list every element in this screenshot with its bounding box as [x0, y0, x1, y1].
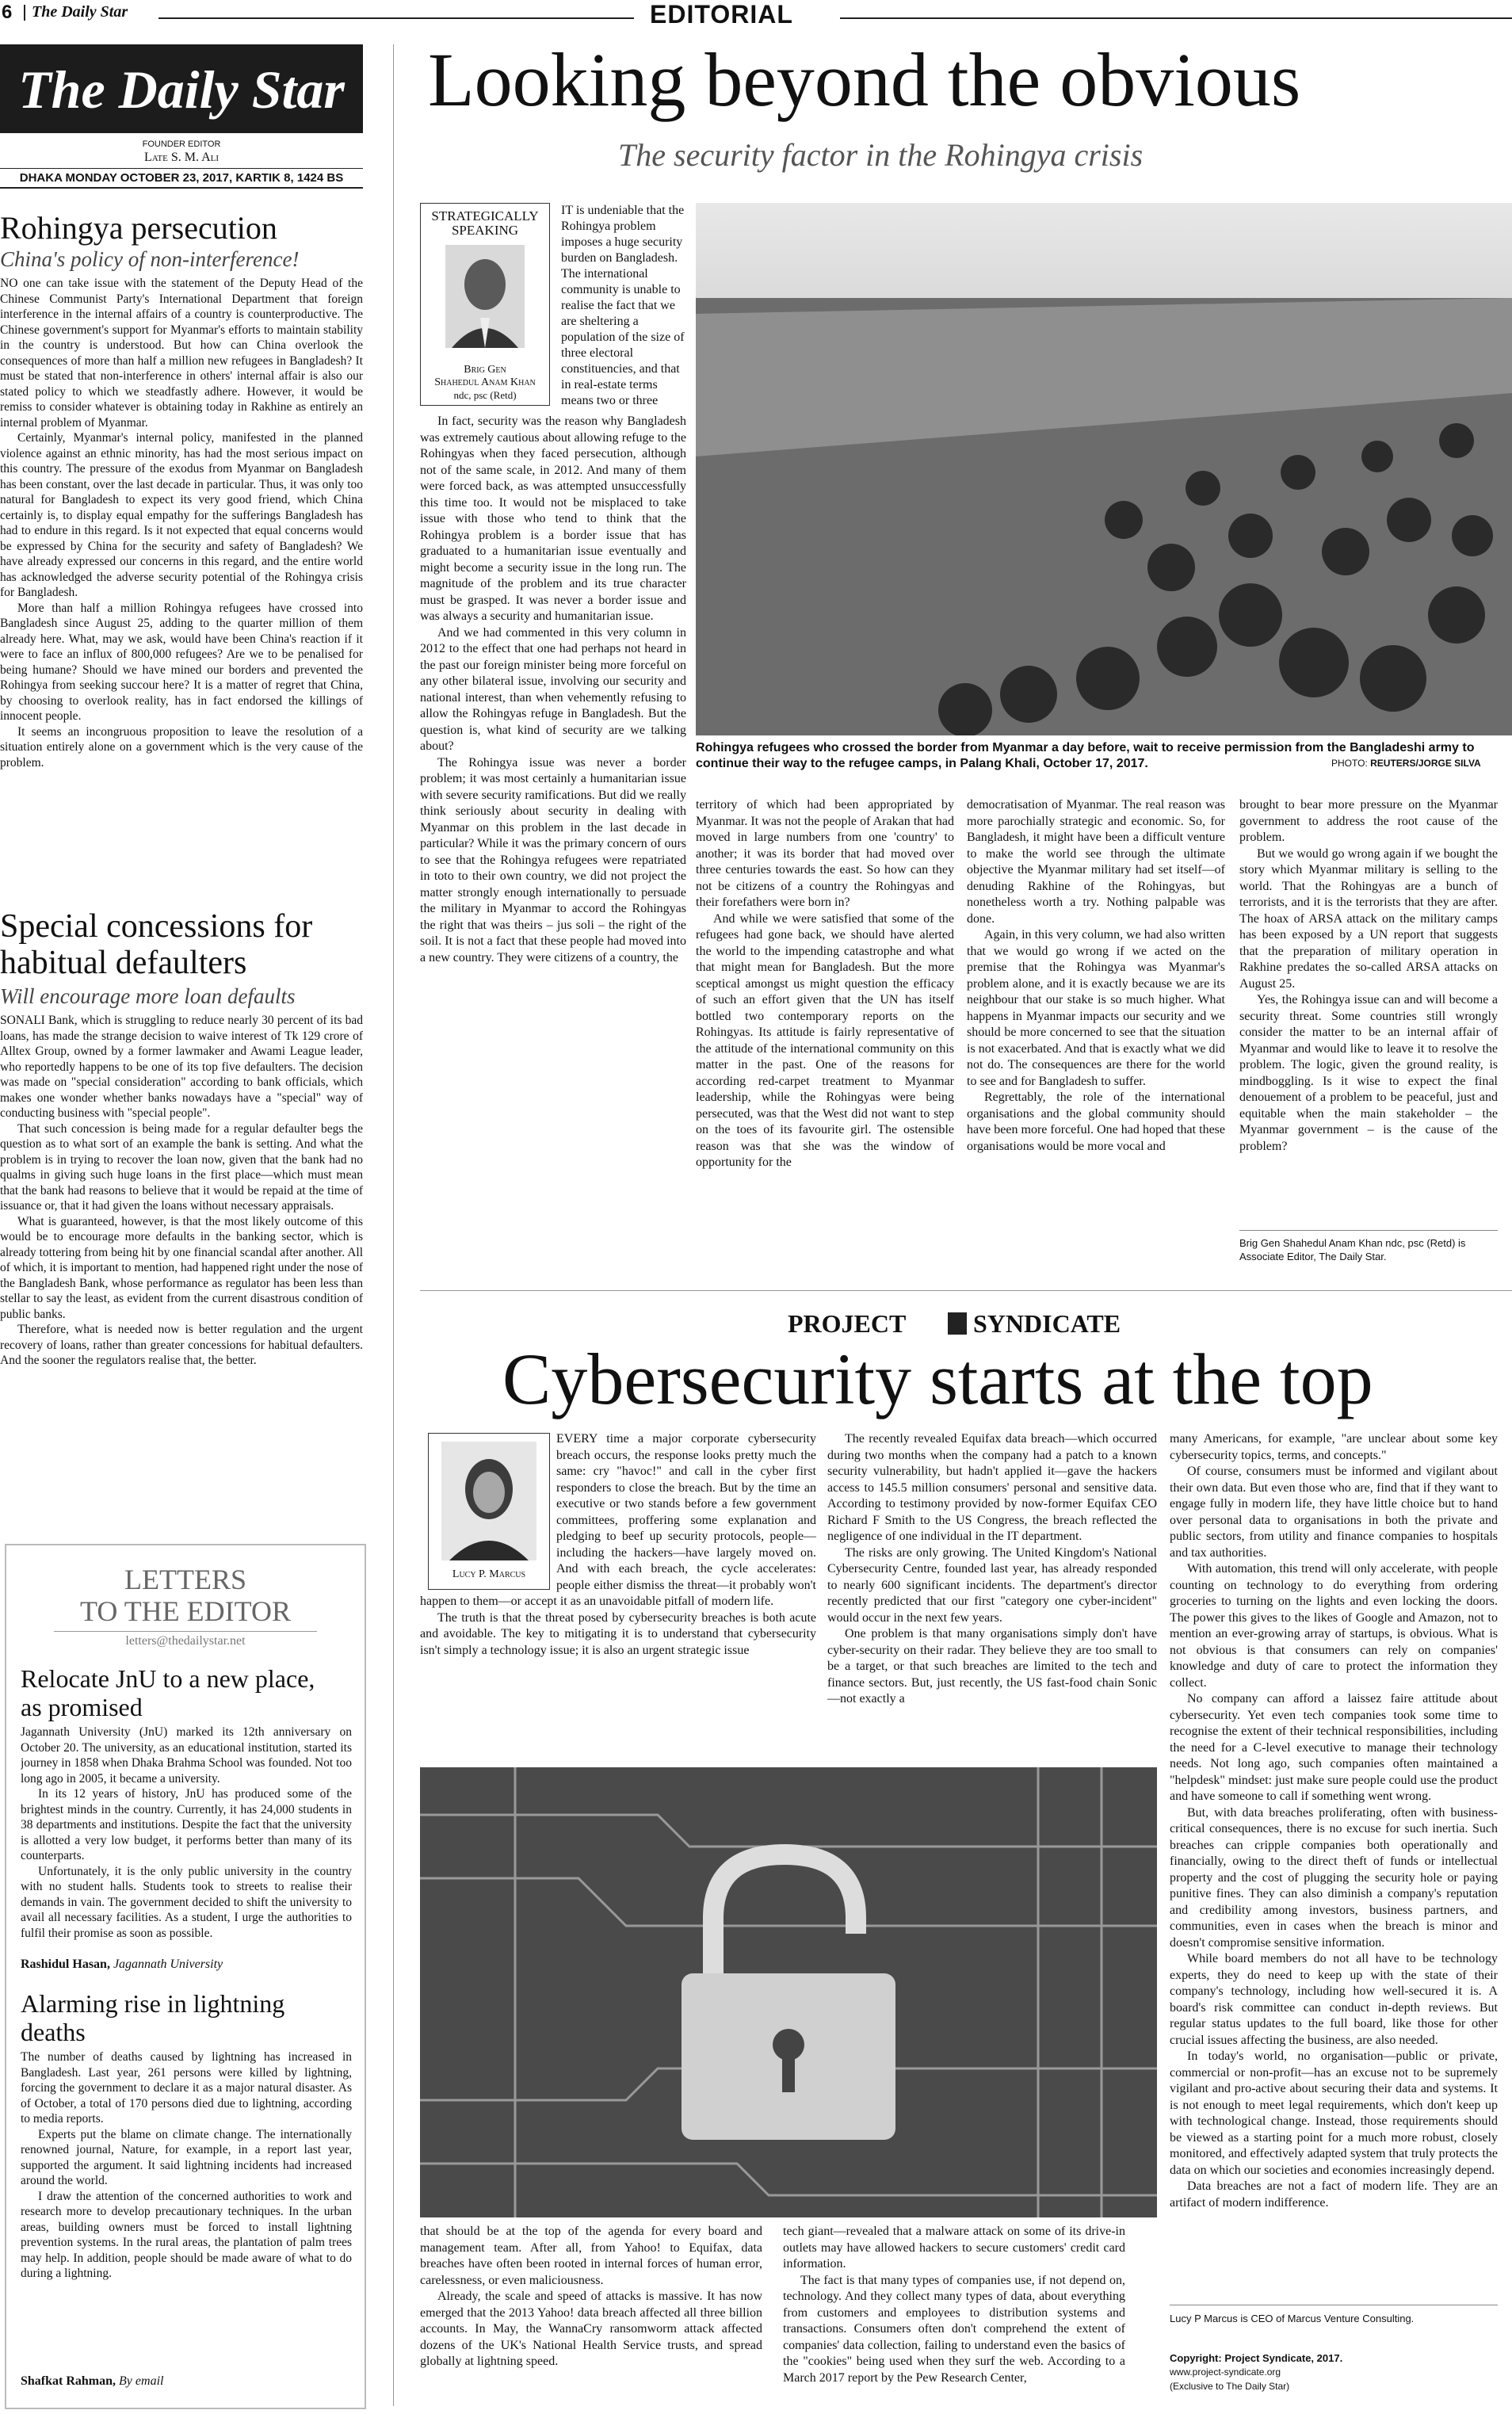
letter-2-body — [21, 2049, 352, 2366]
letters-title-line1: LETTERS — [124, 1564, 246, 1595]
letters-box — [5, 1544, 366, 2409]
paragraph: It seems an incongruous proposition to leave the resolution of a situation entirely alone on a government which is the very cause of the problem. — [0, 724, 363, 770]
section-rule — [420, 1290, 1512, 1291]
paragraph: The recently revealed Equifax data breach—which occurred during two months when the company had a patch to a known security vulnerability, but hadn't applied it—gave the hackers access to 145.5 million consumers' personal and sensitive data. According to testimony provided by now-former Equifax CEO Richard F Smith to the US Congress, the breach reflected the negligence of one individual in the IT department. — [827, 1432, 1157, 1543]
float-spacer — [420, 1431, 556, 1593]
paragraph: democratisation of Myanmar. The real reason was more parochially strategic and economic. So, for Bangladesh, it might have been a difficult venture to make the world see through the ultimate objective the Myanmar military had set itself—of denuding Rakhine of the Rohingyas, but nonetheless worth a try. Nothing palpable was done. — [967, 798, 1225, 926]
article-1-subhead: The security factor in the Rohingya crisis — [618, 137, 1144, 173]
article-2-bio: Lucy P Marcus is CEO of Marcus Venture Consulting. — [1170, 2313, 1415, 2324]
article-2-headline: Cybersecurity starts at the top — [502, 1339, 1373, 1419]
author-portrait-icon — [445, 245, 525, 348]
paragraph: Certainly, Myanmar's internal policy, manifested in the planned violence against an ethnic minority, has had the most serious impact on this country. The pressure of the exodus from Myanmar on Bangladesh has been constant, over the last decade in particular. Thus, it was only too natural for Bangladesh to expect its very good friend, which China certainly is, to display equal empathy for the sufferings Bangladesh has had to endure in this regard. Is it not expected that equal concerns would be expressed by China for the security and safety of Bangladesh? We have already expressed our concerns in this regard, and the entire world has acknowledged the adverse security potential of the Rohingya crisis for Bangladesh. — [0, 431, 363, 599]
paragraph: One problem is that many organisations simply don't have cyber-security on their radar. They believe they are too small to be a target, or that such breaches are limited to the tech and finance sectors. But, just recently, the US fast-food chain Sonic—not exactly a — [827, 1627, 1157, 1705]
article-2-copyright: Copyright: Project Syndicate, 2017. — [1170, 2352, 1343, 2364]
folio-paper-name: The Daily Star — [32, 3, 128, 21]
article-2-col1-top — [420, 1431, 816, 1759]
paragraph: Jagannath University (JnU) marked its 12th anniversary on October 20. The university, as an educational institution, started its journey in 1858 when Dhaka Brahma School was founded. Not too long ago in 2005, it became a university. — [21, 1725, 352, 1786]
photo-credit-name: REUTERS/JORGE SILVA — [1370, 758, 1481, 769]
paragraph: that should be at the top of the agenda for every board and management team. After all, from Yahoo! to Equifax, data breaches have often been rooted in internal forces of human error, carelessness, or even maliciousness. — [420, 2225, 762, 2287]
photo-caption: Rohingya refugees who crossed the border from Myanmar a day before, wait to receive permission from the Bangladeshi army to continue their way to the refugee camps, in Palang Khali, October 17, 2017. — [696, 741, 1475, 770]
paragraph: What is guaranteed, however, is that the most likely outcome of this would be to encourage more defaults in the banking sector, which is already tottering from being hit by one financial scandal after another. All of which, it is important to mention, had happened right under the nose of the Bangladesh Bank, whose performance as regulator has been less than stellar to say the least, as evident from the current disastrous condition of public banks. — [0, 1214, 363, 1321]
dateline-rule-bottom — [0, 187, 363, 189]
section-label: EDITORIAL — [650, 0, 793, 29]
letter-2-affiliation: By email — [119, 2374, 164, 2388]
paragraph: Already, the scale and speed of attacks is massive. It has now emerged that the 2013 Yahoo! data breach affected all three billion accounts. In May, the WannaCry ransomworm attack affected dozens of the UK's National Health Service trusts, and spread globally at lightning speed. — [420, 2290, 762, 2368]
top-rule-right — [840, 17, 1512, 19]
letter-2-signature — [21, 2374, 163, 2389]
letter-1-headline: Relocate JnU to a new place, as promised — [21, 1664, 315, 1721]
dateline-rule-top — [0, 168, 363, 169]
paragraph: Experts put the blame on climate change. The internationally renowned journal, Nature, for example, in a report last year, supported the argument. It said lightning incidents had increased around the world. — [21, 2127, 352, 2187]
article-1-col1 — [420, 414, 686, 1298]
paragraph: EVERY time a major corporate cybersecurity breach occurs, the response looks pretty much the same: cry "havoc!" and call in the cyber first responders to close the breach. But by the time an executive or two stands before a few government committees, proffering some explanation and pledging to beef up security protocols, people—including the hackers—have largely moved on. And with each breach, the cycle accelerates: people either dismiss the threat—it probably won't happen to them—or accept it as an unavoidable pitfall of modern life. — [420, 1432, 816, 1608]
paragraph: Yes, the Rohingya issue can and will become a security threat. Some countries still wrongly consider the matter to be an internal affair of Myanmar and would like to leave it to resolve the problem. The logic, given the ground reality, is mindboggling. Is it wise to expect the final denouement of a problem to be peaceful, just and equitable when the main stakeholder – the Myanmar government – is the cause of the problem? — [1239, 993, 1498, 1153]
paragraph: No company can afford a laissez faire attitude about cybersecurity. Yet even tech companies took some time to recognise the extent of their technical responsibilities, including the need for a C-level executive to manage their technology needs. Not long ago, such companies often maintained a "helpdesk" mindset: just make sure people could use the product and have someone to call if something went wrong. — [1170, 1692, 1498, 1803]
paragraph: Data breaches are not a fact of modern life. They are an artifact of modern indifference. — [1170, 2179, 1498, 2210]
paragraph: The risks are only growing. The United Kingdom's National Cybersecurity Centre, founded last year, has already responded to nearly 600 significant incidents. The department's director recently predicted that our first "category one cyber-incident" would occur in the next few years. — [827, 1545, 1157, 1625]
letters-title-line2: TO THE EDITOR — [80, 1595, 291, 1627]
letter-1-body — [21, 1725, 352, 1954]
paragraph: And while we were satisfied that some of the refugees had gone back, we should have alerted the world to the impending catastrophe and what that might mean for Bangladesh. But the more sceptical amongst us might question the efficacy of such an effort given that the UN has itself bottled two contemporary reports on the Rohingyas. Its attitude is fairly representative of the attitude of the international community on this matter in the past. One of the reasons for according red-carpet treatment to Myanmar leadership, while the Rohingyas were being persecuted, was that the West did not want to step on the toes of its favourite girl. The ostensible reason was that she was the window of opportunity for the — [696, 911, 954, 1169]
refugee-crowd-image — [696, 203, 1512, 735]
column-label-line2: SPEAKING — [451, 223, 519, 238]
article-2-col2-bottom — [783, 2224, 1125, 2406]
paragraph: NO one can take issue with the statement of the Deputy Head of the Chinese Communist Party's International Department that foreign interference in the internal affairs of a country is counterproductive. The Chinese government's support for Myanmar's efforts to maintain stability in the country is understood. But how can China overlook the consequences of more than half a million new refugees in Bangladesh? It must be stated that non-interference in others' internal affair is also our stated policy to which we steadfastly adhere. However, it would be remiss to consider whatever is obtaining today in Rakhine as entirely an internal problem of Myanmar. — [0, 277, 363, 430]
syndicate-logo-icon — [948, 1312, 967, 1335]
paragraph: In its 12 years of history, JnU has produced some of the brightest minds in the country. Currently, it has 24,000 students in 38 departments and institutions. Despite the fact that the university is allotted a very low budget, it performs better than many of its counterparts. — [21, 1787, 352, 1862]
kicker-right: SYNDICATE — [973, 1309, 1121, 1338]
paragraph: Regrettably, the role of the international organisations and the global community should have been more forceful. One had hoped that these organisations would be more vocal and — [967, 1091, 1225, 1153]
letter-2-author: Shafkat Rahman, — [21, 2374, 116, 2388]
paragraph: In fact, security was the reason why Bangladesh was extremely cautious about allowing refuge to the Rohingyas when they faced persecution, although not of the same scale, in 2012. And many of them were forced back, as was attempted unsuccessfully this time too. It would not be misplaced to take issue with those who tend to think that the Rohingya problem is a border issue that has graduated to a humanitarian issue eventually and might become a security issue in the long run. The magnitude of the problem and its true character must be grasped. It was never a border issue and was always a security and humanitarian issue. — [420, 414, 686, 623]
editorial-1-headline: Rohingya persecution — [0, 210, 277, 246]
author-suffix: ndc, psc (Retd) — [453, 389, 517, 401]
paragraph: brought to bear more pressure on the Myanmar government to address the root cause of the problem. — [1239, 798, 1498, 844]
bio-rule — [1239, 1230, 1498, 1231]
sidebar-logo — [0, 44, 363, 133]
paragraph: In today's world, no organisation—public or private, commercial or non-profit—has an excuse not to be supremely vigilant and pro-active about securing their data and systems. It is not enough to meet legal requirements, which don't keep up with technological change. Instead, those requirements should be viewed as a starting point for a much more robust, closely monitored, and effectively adapted system that truly protects the data on which our societies and economies increasingly depend. — [1170, 2049, 1498, 2177]
letter-2-headline: Alarming rise in lightning deaths — [21, 1989, 285, 2046]
paragraph: The Rohingya issue was never a border problem; it was most certainly a humanitarian issue with severe security ramifications. But did we really think seriously about security in dealing with Myanmar on this problem in the last decade in particular? While it was the primary concern of ours to see that the Rohingya refugees were repatriated in toto to their own country, we did not project the matter strongly enough internationally to persuade the military in Myanmar to accord the Rohingyas the right that was theirs – jus soli – the right of the soil. It is not a fact that these people had moved into a new country. They were citizens of a country, the — [420, 755, 686, 964]
article-1-col3 — [967, 797, 1225, 1298]
article-1-col2 — [696, 797, 954, 1298]
logo-text: The Daily Star — [18, 59, 345, 120]
paragraph: many Americans, for example, "are unclear about some key cybersecurity topics, terms, and concepts." — [1170, 1432, 1498, 1462]
paragraph: And we had commented in this very column in 2012 to the effect that one had perhaps not heard in the past our foreign minister being more forceful on any other bilateral issue, involving our security and national interest, than when vehemently refusing to allow the Rohingyas refuge in Bangladesh. But the question is, what kind of security are we talking about? — [420, 625, 686, 753]
paragraph: The truth is that the threat posed by cybersecurity breaches is both acute and avoidable. The key to mitigating it is to understand that cybersecurity isn't simply a technology issue; it is also an urgent strategic issue — [420, 1610, 816, 1657]
paragraph: Of course, consumers must be informed and vigilant about their own data. But even those who are, find that if they want to engage fully in modern life, they have little choice but to hand over personal data to organisations in both the private and public sectors, from utility and finance companies to hospitals and tax authorities. — [1170, 1465, 1498, 1560]
paragraph: I draw the attention of the concerned authorities to work and research more to develop precautionary techniques. In the urban areas, building owners must be forced to install lightning prevention systems. In the rural areas, the plantation of palm trees may help. In addition, people should be made aware of what to do during a lightning. — [21, 2189, 352, 2280]
paragraph: But we would go wrong again if we bought the story which Myanmar military is selling to the world. That the Rohingyas are a bunch of terrorists, and it is the terrorists that they are after. The hoax of ARSA attack on the military camps has been exposed by a UN report that suggests that the preparation of military operation in Rakhine predates the so-called ARSA attacks on August 25. — [1239, 846, 1498, 991]
paragraph: Therefore, what is needed now is better regulation and the urgent recovery of loans, rather than greater concessions for habitual defaulters. And the sooner the regulators realise that, the better. — [0, 1323, 363, 1367]
top-bar — [0, 0, 1512, 27]
author-rank: Brig Gen — [464, 364, 506, 376]
paragraph: The fact is that many types of companies use, if not depend on, technology. And they collect many types of data, about everything from customers and employees to distribution systems and transactions. Consumers often don't comprehend the extent of companies' data collection, failing to understand even the basics of the "cookies" being used when they surf the web. According to a March 2017 report by the Pew Research Center, — [783, 2273, 1125, 2385]
editorial-1-subhead: China's policy of non-interference! — [0, 247, 300, 271]
author-name: Shahedul Anam Khan — [434, 376, 536, 388]
article-2-author-name: Lucy P. Marcus — [452, 1568, 526, 1580]
editorial-1-body — [0, 276, 363, 934]
photo-credit-label: PHOTO: — [1331, 758, 1368, 769]
paragraph: While board members do not all have to be technology experts, they do need to keep up with the state of their company's technology, including how well-secured it is. A board's risk committee can conduct in-depth reviews. But regular status updates to the full board, like those for other crucial issues affecting the business, are also needed. — [1170, 1952, 1498, 2047]
letter-1-signature — [21, 1958, 223, 1972]
paragraph: Again, in this very column, we had also written that we would go wrong if we acted on the premise that the Rohingya was Myanmar's problem alone, and it is exactly because we are its neighbour that our stake is so much higher. What happens in Myanmar impacts our security and we should be more concerned to see that the situation is not exacerbated. And that is exactly what we did not do. The consequences are there for the world to see and for Bangladesh to suffer. — [967, 928, 1225, 1088]
author-photo — [445, 245, 525, 348]
editorial-2-subhead: Will encourage more loan defaults — [0, 984, 296, 1008]
article-2-col3 — [1170, 1431, 1498, 2295]
founder-label: FOUNDER EDITOR — [142, 139, 221, 149]
paragraph: territory of which had been appropriated by Myanmar. It was not the people of Arakan that had moved in large numbers from one 'country' to another; it was its border that had moved over three centuries towards the east. So how can they not be citizens of a country the Rohingyas and their forefathers were born in? — [696, 798, 954, 909]
paragraph: But, with data breaches proliferating, often with business-critical consequences, there is no excuse for such inertia. Such breaches can cripple companies both operationally and financially, owing to the direct theft of funds or intellectual property and the cost of plugging the security hole or paying punitive fines. They can also diminish a company's reputation and credibility among investors, business partners, and communities, even in cases when the breach is minor and doesn't compromise sensitive information. — [1170, 1805, 1498, 1950]
padlock-photo — [420, 1767, 1157, 2217]
article-1-bio: Brig Gen Shahedul Anam Khan ndc, psc (Retd) is Associate Editor, The Daily Star. — [1239, 1237, 1466, 1262]
article-1-col4 — [1239, 797, 1498, 1225]
article-2-website[interactable]: www.project-syndicate.org — [1170, 2366, 1281, 2378]
article-2-col1-bottom — [420, 2224, 762, 2406]
letters-email[interactable]: letters@thedailystar.net — [125, 1634, 246, 1648]
folio-divider — [24, 5, 25, 21]
column-label-line1: STRATEGICALLY — [431, 208, 539, 223]
top-rule-left — [158, 17, 634, 19]
kicker-left: PROJECT — [788, 1309, 907, 1338]
paragraph: SONALI Bank, which is struggling to reduce nearly 30 percent of its bad loans, has made the strange decision to waive interest of Tk 129 crore of Alltex Group, owned by a former lawmaker and Awami League leader, who reportedly happens to be one of its top five defaulters. The decision was made on "special consideration" according to bank officials, which makes one wonder whether banks nowadays have a "special" way of conducting business with "special people". — [0, 1014, 363, 1120]
article-2-col2-top — [827, 1431, 1157, 1759]
paragraph: IT is undeniable that the Rohingya problem imposes a huge security burden on Bangladesh. The international community is unable to realise the fact that we are sheltering a population of the size of three electoral constituencies, and that in real-estate terms means two or three — [561, 204, 685, 407]
letters-rule — [54, 1631, 317, 1632]
padlock-circuit-image — [420, 1767, 1157, 2217]
photo-credit — [1331, 758, 1481, 769]
column-label-box — [420, 203, 550, 406]
page-number: 6 — [2, 2, 13, 23]
paragraph: The number of deaths caused by lightning has increased in Bangladesh. Last year, 261 persons were killed by lightning, forcing the government to declare it as a major natural disaster. As of October, a total of 170 persons died due to lightning, according to media reports. — [21, 2050, 352, 2126]
dateline: DHAKA MONDAY OCTOBER 23, 2017, KARTIK 8, 1424 BS — [19, 171, 344, 185]
founder-name: Late S. M. Ali — [143, 151, 220, 164]
column-divider — [393, 44, 394, 2406]
paragraph: tech giant—revealed that a malware attack on some of its drive-in outlets may have allowed hackers to secure customers' credit card information. — [783, 2225, 1125, 2271]
rohingya-photo — [696, 203, 1512, 735]
editorial-sidebar — [0, 44, 363, 1534]
article-2-exclusive: (Exclusive to The Daily Star) — [1170, 2381, 1290, 2392]
article-1-col1-top — [561, 203, 688, 409]
letter-1-author: Rashidul Hasan, — [21, 1958, 110, 1971]
editorial-2-body — [0, 1013, 363, 1536]
paragraph: That such concession is being made for a regular defaulter begs the question as to what sort of an example the bank is setting. And what the problem is in trying to recover the loan now, given that the bank had no qualms in giving such huge loans in the first place—which must mean that the bank had reasons to believe that it would be repaid at the time of issuance or, that it had given the loans without necessary appraisals. — [0, 1121, 363, 1213]
paragraph: With automation, this trend will only accelerate, with people counting on technology to do everything from ordering groceries to turning on the lights and even locking the doors. The power this gives to the likes of Google and Amazon, not to mention an ever-growing array of startups, is obvious. What is not obvious is that consumers can rely on companies' knowledge and duty of care to protect the information they collect. — [1170, 1562, 1498, 1690]
paragraph: More than half a million Rohingya refugees have crossed into Bangladesh since August 25, adding to the quarter million of them already here. What, may we ask, would have been China's reaction if it were to face an influx of 800,000 refugees? Are we to be penalised for being humane? Should we have mined our borders and prevented the Rohingya from seeking succour here? It is a matter of regret that China, by choosing to overlook reality, has in fact endorsed the killings of innocent people. — [0, 601, 363, 723]
letter-1-affiliation: Jagannath University — [113, 1958, 223, 1971]
editorial-2-headline: Special concessions for habitual defaulters — [0, 908, 313, 981]
paragraph: Unfortunately, it is the only public university in the country with no student halls. Students took to streets to realise their demands in vain. The government decided to shift the university to avail all necessary facilities. As a student, I urge the authorities to fulfil their promise as soon as possible. — [21, 1864, 352, 1940]
article-1-headline: Looking beyond the obvious — [428, 37, 1301, 122]
